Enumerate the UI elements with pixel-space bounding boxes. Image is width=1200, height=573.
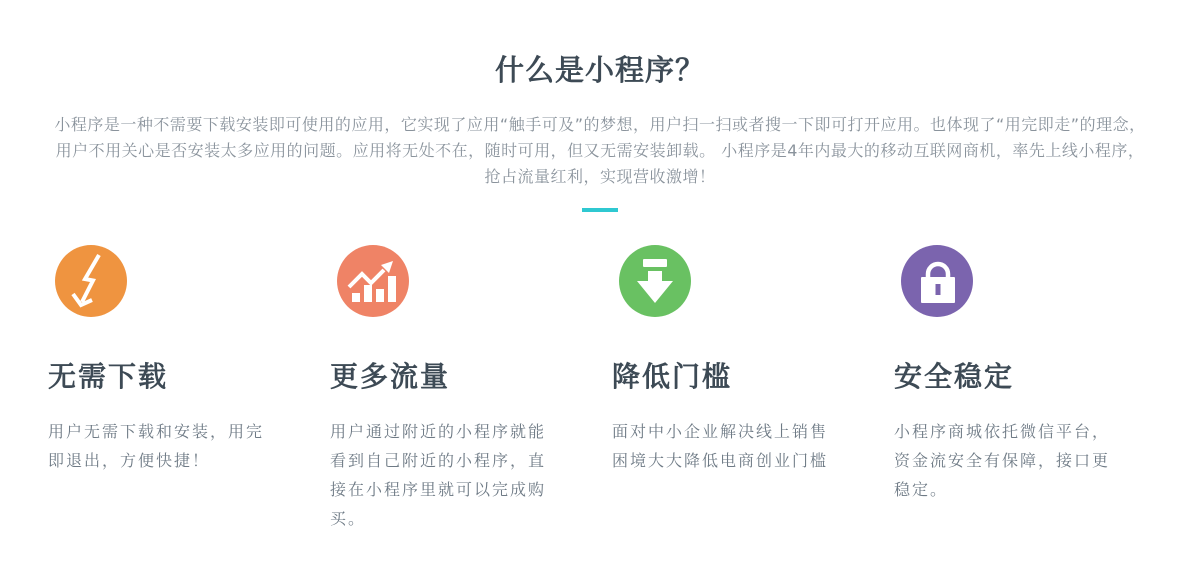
feature-desc: 面对中小企业解决线上销售困境大大降低电商创业门槛 xyxy=(612,422,829,470)
feature-card-lower-threshold xyxy=(612,245,864,533)
feature-desc: 小程序商城依托微信平台，资金流安全有保障，接口更稳定。 xyxy=(894,422,1111,499)
feature-card-safe-stable xyxy=(894,245,1146,533)
feature-title: 无需下载 xyxy=(48,360,169,393)
feature-title: 降低门槛 xyxy=(612,360,733,393)
section-divider xyxy=(582,208,618,212)
feature-title: 安全稳定 xyxy=(894,360,1015,393)
features-row xyxy=(0,245,1200,533)
section-intro: 小程序是一种不需要下载安装即可使用的应用，它实现了应用“触手可及”的梦想，用户扫一扫或者搜一下即可打开应用。也体现了“用完即走”的理念，用户不用关心是否安装太多应用的问题。应用将无处不在，随时可用，但又无需安装卸载。 小程序是4年内最大的移动互联网商机，率先上线小程序，抢占流量红利，实现营收激增！ xyxy=(54,115,1146,186)
lightning-icon xyxy=(55,245,127,317)
chart-up-icon xyxy=(337,245,409,317)
feature-card-no-download xyxy=(48,245,300,533)
feature-card-more-traffic xyxy=(330,245,582,533)
feature-desc: 用户无需下载和安装，用完即退出，方便快捷！ xyxy=(48,422,265,470)
feature-title: 更多流量 xyxy=(330,360,451,393)
lock-icon xyxy=(901,245,973,317)
section-title: 什么是小程序？ xyxy=(494,53,705,87)
download-arrow-icon xyxy=(619,245,691,317)
feature-desc: 用户通过附近的小程序就能看到自己附近的小程序，直接在小程序里就可以完成购买。 xyxy=(330,422,547,528)
